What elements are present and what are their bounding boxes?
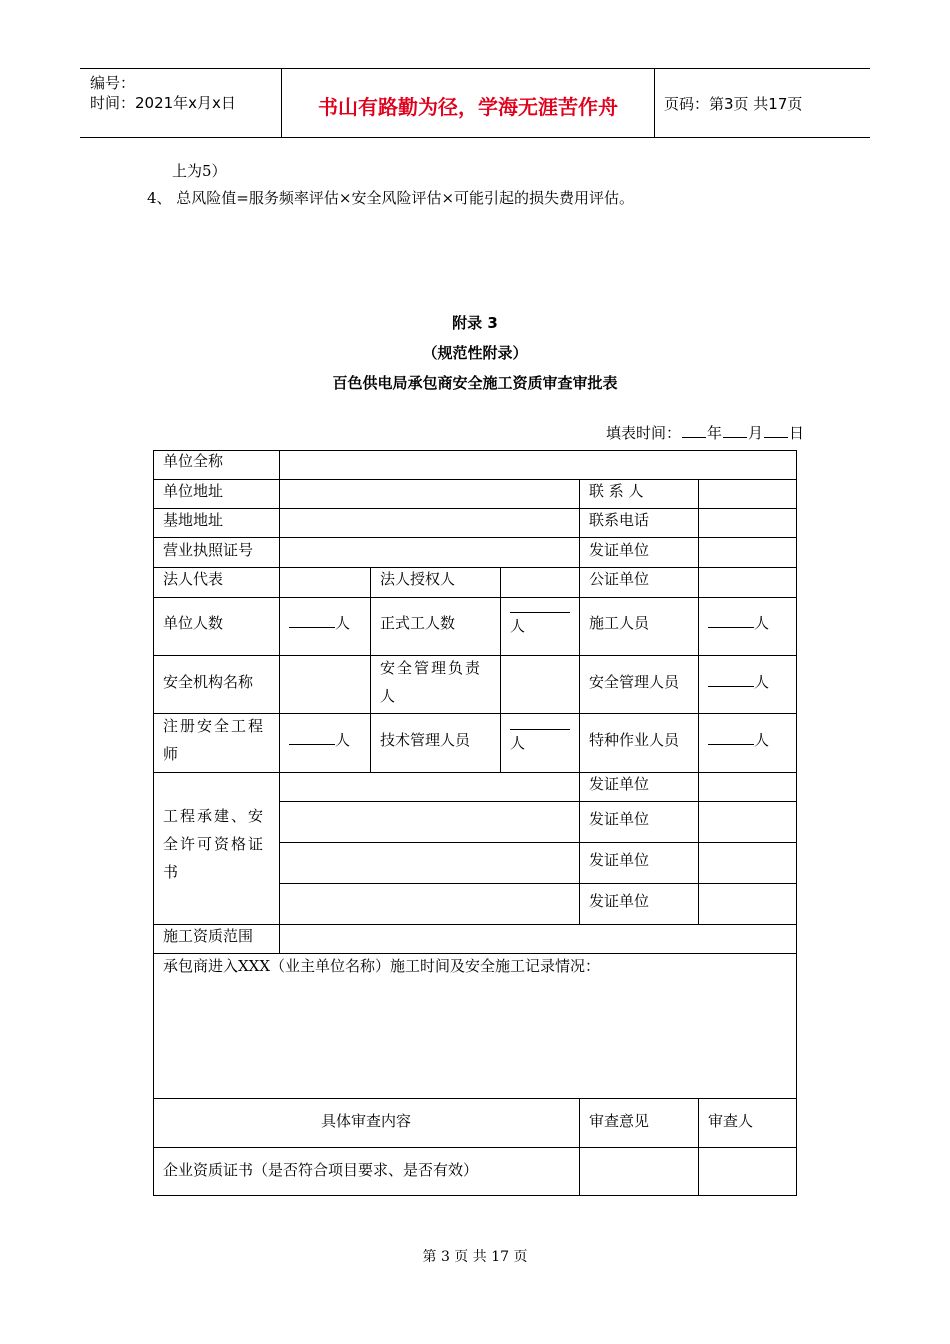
person-unit: 人 <box>754 673 770 691</box>
label-certificates: 工程承建、安全许可资格证书 <box>163 807 266 881</box>
label-qual-scope: 施工资质范围 <box>163 927 254 945</box>
person-unit: 人 <box>754 731 770 749</box>
label-contact-phone: 联系电话 <box>589 511 650 529</box>
header-page-info: 页码：第3页 共17页 <box>664 95 803 113</box>
input-safety-org[interactable] <box>280 656 369 713</box>
fill-date-label: 填表时间： <box>605 424 681 442</box>
input-unit-address[interactable] <box>280 480 578 508</box>
input-certificate-4[interactable] <box>280 884 578 924</box>
label-issuer: 发证单位 <box>589 541 650 559</box>
label-tech-staff: 技术管理人员 <box>380 731 471 749</box>
label-formal-staff: 正式工人数 <box>380 614 456 632</box>
appendix-number: 附录 3 <box>452 314 498 332</box>
label-contact-person: 联 系 人 <box>589 482 644 500</box>
label-unit-staff: 单位人数 <box>163 614 224 632</box>
person-unit: 人 <box>510 734 526 752</box>
input-contact-person[interactable] <box>699 480 796 508</box>
count-blank[interactable] <box>289 730 335 745</box>
form-title: 百色供电局承包商安全施工资质审查审批表 <box>332 374 618 392</box>
reg-engineer-count[interactable] <box>289 726 350 754</box>
count-blank[interactable] <box>708 730 754 745</box>
label-base-address: 基地地址 <box>163 511 224 529</box>
header-reviewer: 审查人 <box>708 1112 754 1130</box>
input-issuer[interactable] <box>699 538 796 567</box>
label-safety-org: 安全机构名称 <box>163 673 254 691</box>
input-legal-auth[interactable] <box>501 568 578 597</box>
input-certificate-1[interactable] <box>280 773 578 801</box>
input-base-address[interactable] <box>280 509 578 537</box>
header-motto: 书山有路勤为径，学海无涯苦作舟 <box>318 95 618 119</box>
count-blank[interactable] <box>708 613 754 628</box>
body-text-line: 上为5） <box>172 162 227 180</box>
label-safety-staff: 安全管理人员 <box>589 673 680 691</box>
input-reviewer[interactable] <box>699 1148 796 1195</box>
label-cert-issuer-1: 发证单位 <box>589 775 650 793</box>
label-construction-record: 承包商进入XXX（业主单位名称）施工时间及安全施工记录情况： <box>163 957 601 975</box>
input-safety-head[interactable] <box>501 656 578 713</box>
count-blank[interactable] <box>510 598 570 613</box>
tech-staff-count[interactable] <box>510 715 570 756</box>
input-notary-unit[interactable] <box>699 568 796 597</box>
label-reg-engineer: 注册安全工程师 <box>163 717 266 763</box>
count-blank[interactable] <box>289 613 335 628</box>
count-blank[interactable] <box>510 715 570 730</box>
label-legal-auth: 法人授权人 <box>380 570 456 588</box>
person-unit: 人 <box>510 617 526 635</box>
label-cert-issuer-2: 发证单位 <box>589 810 650 828</box>
label-cert-issuer-4: 发证单位 <box>589 892 650 910</box>
person-unit: 人 <box>335 614 351 632</box>
label-unit-name: 单位全称 <box>163 452 224 470</box>
year-label: 年 <box>706 424 722 442</box>
label-safety-head: 安全管理负责人 <box>380 659 483 705</box>
document-time-label: 时间：2021年x月x日 <box>90 94 236 112</box>
label-construction-staff: 施工人员 <box>589 614 650 632</box>
input-unit-name[interactable] <box>280 451 796 479</box>
month-label: 月 <box>747 424 763 442</box>
special-staff-count[interactable] <box>708 726 769 754</box>
input-contact-phone[interactable] <box>699 509 796 537</box>
person-unit: 人 <box>754 614 770 632</box>
input-certificate-3[interactable] <box>280 843 578 883</box>
input-legal-rep[interactable] <box>280 568 369 597</box>
header-review-content: 具体审查内容 <box>320 1112 411 1130</box>
label-notary-unit: 公证单位 <box>589 570 650 588</box>
header-review-opinion: 审查意见 <box>589 1112 650 1130</box>
input-qual-scope[interactable] <box>280 925 796 953</box>
input-license-no[interactable] <box>280 538 578 567</box>
construction-staff-count[interactable] <box>708 609 769 637</box>
document-number-label: 编号： <box>90 74 136 92</box>
safety-staff-count[interactable] <box>708 668 769 696</box>
input-review-opinion[interactable] <box>580 1148 697 1195</box>
label-legal-rep: 法人代表 <box>163 570 224 588</box>
label-cert-issuer-3: 发证单位 <box>589 851 650 869</box>
page-footer: 第 3 页 共 17 页 <box>422 1249 528 1265</box>
body-text-line: 4、 总风险值=服务频率评估×安全风险评估×可能引起的损失费用评估。 <box>147 189 635 207</box>
day-label: 日 <box>788 424 804 442</box>
input-certificate-2[interactable] <box>280 802 578 842</box>
appendix-type: （规范性附录） <box>422 344 528 362</box>
person-unit: 人 <box>335 731 351 749</box>
formal-staff-count[interactable] <box>510 598 570 639</box>
label-special-staff: 特种作业人员 <box>589 731 680 749</box>
count-blank[interactable] <box>708 672 754 687</box>
label-license-no: 营业执照证号 <box>163 541 254 559</box>
label-unit-address: 单位地址 <box>163 482 224 500</box>
unit-staff-count[interactable] <box>289 609 350 637</box>
review-item-qualification: 企业资质证书（是否符合项目要求、是否有效） <box>163 1161 479 1179</box>
